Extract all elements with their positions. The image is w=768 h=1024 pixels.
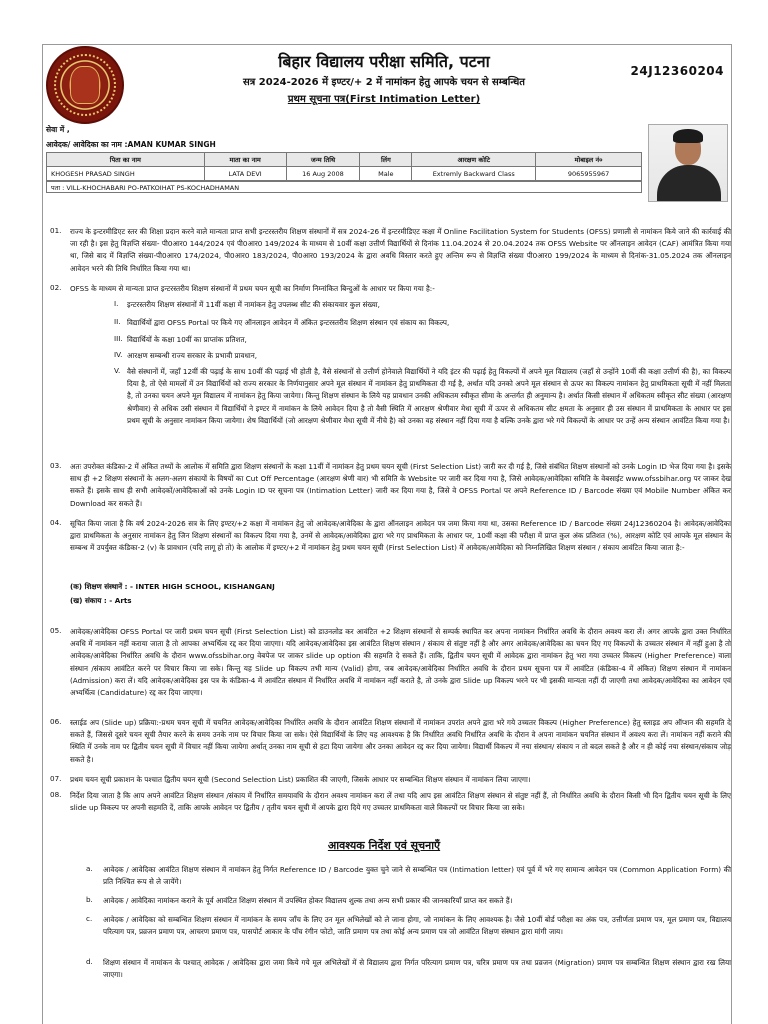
instruction-d: शिक्षण संस्थान में नामांकन के पश्चात् आवेदक / आवेदिका द्वारा जमा किये गये मूल अभिलेखों में से विद्यालय द्वारा निर्गत परित्याग प्रमाण पत्र, चरित्र प्रमाण पत्र तथा प्रव्रजन (Migration) प्रमाण पत्र सम्बन्धित शिक्षण संस्थान द्वारा रख लिया जाएगा। <box>103 958 731 980</box>
instruction-b-label: b. <box>86 895 93 904</box>
para-01: राज्य के इन्टरमीडिएट स्तर की शिक्षा प्रदान करने वाले मान्यता प्राप्त सभी इन्टरस्तरीय शिक्षण संस्थानों में सत्र 2024-26 में इन्टरमीडिएट कक्षा में Online Facilitation System for Students (OFSS) प्रणाली से नामांकन किये जाने की कार्रवाई की जा रही है। इस हेतु विज्ञप्ति संख्या- पी0आर0 144/2024 एवं पी0आर0 149/2024 के माध्यम से 10वीं कक्षा उत्तीर्ण विद्यार्थियों से दिनांक 11.04.2024 से 20.04.2024 तक OFSS Website पर ऑनलाइन आवेदन (CAF) आमंत्रित किया गया था, जिसे बाद में विज्ञप्ति संख्या-पी0आर0 174/2024, पी0आर0 183/2024, पी0आर0 193/2024 के द्वारा अवधि विस्तार करते हुए अन्तिम रूप से विज्ञप्ति संख्या पी0आर0 199/2024 के माध्यम से दिनांक-31.05.2024 तक ऑनलाइन आवेदन भरने की तिथि निर्धारित किया गया था। <box>70 227 731 273</box>
criterion-v: वैसे संस्थानों में, जहाँ 12वीं की पढ़ाई के साथ 10वीं की पढ़ाई भी होती है, वैसे संस्थानों से उत्तीर्ण होनेवाले विद्यार्थियों ने यदि इंटर की पढ़ाई हेतु विकल्पों में अपने मूल विद्यालय (जहाँ से उन्होंने 10वीं की कक्षा उत्तीर्ण की है), का विकल्प दिया है, तो ऐसे मामलों में उन विद्यार्थियों को राज्य सरकार के निर्णयानुसार अपने मूल संस्थान में नामांकन हेतु प्राथमिकता दी गई है, अर्थात यदि उनको अपने मूल संस्थान से ऊपर का विकल्प नामांकन हेतु प्राथमिकता सूची में नहीं मिलता है, तो उनका चयन अपने मूल विद्यालय में नामांकन हेतु किया जायेगा। किन्तु शिक्षण संस्थान के लिये यह प्रावधान उनकी अधिकतम स्वीकृत सीमा के अन्तर्गत ही अनुमान्य है। अर्थात किसी संस्थान में अधिकतम स्वीकृत सीट संख्या (आरक्षण श्रेणीवार) से अधिक उसी संस्थान में विद्यार्थियों ने इण्टर में नामांकन के लिये आवेदन दिया है तो वैसी स्थिति में आरक्षण श्रेणीवार मेधा सूची में ऊपर से अधिकतम सीट क्षमता के अनुसार ही उस संस्थान में प्राथमिकता के आधार पर इस प्रथम सूची के अनुसार नामांकन किया जायेगा। शेष विद्यार्थियों (जो आरक्षण श्रेणीवार मेधा सूची में नीचे है) को उनका वह संस्थान नहीं दिया गया है बल्कि उनके द्वारा भरे गये विकल्पों के आधार पर उन्हें अन्य संस्थान आवंटित किया गया है। <box>127 367 731 425</box>
instruction-d-label: d. <box>86 957 93 966</box>
instruction-b: आवेदक / आवेदिका नामांकन कराने के पूर्व आवंटित शिक्षण संस्थान में उपस्थित होकर विद्यालय शुल्क तथा अन्य सभी प्रकार की जानकारियाँ प्राप्त कर सकते हैं। <box>103 896 513 905</box>
allotted-institute-label: (क) शिक्षण संस्थानें : <box>70 582 128 591</box>
para-06: स्लाईड अप (Slide up) प्रक्रिया:-प्रथम चयन सूची में चयनित आवेदक/आवेदिका निर्धारित अवधि के दौरान आवंटित शिक्षण संस्थानों में नामांकन उपरांत अपने द्वारा भरे गये उच्चतर विकल्प (Higher Preference) हेतु स्लाइड अप ऑप्शन की सहमति दे सकते हैं, जिससे दूसरे चयन सूची तैयार करने के समय उनके नाम पर विचार किया जा सके। ऐसे विद्यार्थियों के लिए यह आवश्यक है कि निर्धारित अवधि निर्धारित अवधि के दौरान वे अपना नामांकन चयनित संस्थान में अवश्य करा लें। नामांकन नहीं कराने की स्थिति में उनके नाम पर द्वितीय चयन सूची में विचार नहीं किया जायेगा अर्थात् उनका नाम सूची से हटा दिया जायेगा और उनका आवेदन रद्द कर दिया जायेगा। विद्यार्थी विकल्प में नया संस्थान/ संकाय न तो बदल सकते है और न ही कोई नया संस्थान/संकाय जोड़ सकते है। <box>70 718 731 764</box>
letter-subtitle: सत्र 2024-2026 में इण्टर/+ 2 में नामांकन हेतु आपके चयन से सम्बन्धित <box>243 77 525 88</box>
header-father-name: पिता का नाम <box>47 153 205 167</box>
instruction-c: आवेदक / आवेदिका को सम्बन्धित शिक्षण संस्थान में नामांकन के समय जाँच के लिए उन मूल अभिलेखों को ले जाना होगा, जो नामांकन के लिए आवश्यक है। जैसे 10वीं बोर्ड परीक्षा का अंक पत्र, उत्तीर्णता प्रमाण पत्र, मूल प्रमाण पत्र, विद्यालय परित्याग पत्र, प्रव्रजन प्रमाण पत्र, आचरण प्रमाण पत्र, पासपोर्ट आकार के पाँच रंगीन फोटो, जाति प्रमाण पत्र तथा कोई अन्य प्रमाण पत्र जो आवंटित शिक्षण संस्थान द्वारा मांगी जाय। <box>103 915 731 937</box>
applicant-info-table <box>46 152 642 181</box>
allotted-faculty-line <box>70 595 731 607</box>
info-header-row <box>47 153 642 167</box>
criterion-v-label: V. <box>114 366 121 375</box>
letter-title: प्रथम सूचना पत्र(First Intimation Letter) <box>287 94 481 105</box>
mother-name: LATA DEVI <box>204 167 286 181</box>
para-08: निर्देश दिया जाता है कि आप अपने आवंटित शिक्षण संस्थान /संकाय में निर्धारित समयावधि के दौरान अवश्य नामांकन करा लें तथा यदि आप इस आवंटित शिक्षण संस्थान से संतुष्ट नहीं हैं, तो निर्धारित अवधि के दौरान किसी भी दिन द्वितीय चयन सूची के लिए slide up विकल्प पर अपनी सहमति दें, ताकि आपके आवेदन पर द्वितीय / तृतीय चयन सूची में आपके द्वारा दिये गए उच्चतर प्राथमिकता वाले विकल्पों पर विचार किया जा सके। <box>70 791 731 813</box>
mobile: 9065955967 <box>536 167 642 181</box>
gender: Male <box>360 167 412 181</box>
applicant-name: AMAN KUMAR SINGH <box>127 140 216 149</box>
para-05: आवेदक/आवेदिका OFSS Portal पर जारी प्रथम चयन सूची (First Selection List) को डाउनलोड कर आवंटित +2 शिक्षण संस्थानों से सम्पर्क स्थापित कर अपना नामांकन निर्धारित अवधि के दौरान अवश्य करा लें। अगर आपके द्वारा उक्त निर्धारित अवधि में नामांकन नहीं कराया जाता है तो आपका अभ्यर्थित्व रद्द कर दिया जाएगा। यदि आवेदक/आवेदिका इस आवंटित शिक्षण संस्थान / संकाय से संतुष्ट नहीं है और अगर आवेदक/आवेदिका का चयन दिए गए विकल्पों के उच्चतर संस्थान में नहीं हुआ है तो आवेदक/आवेदिका निर्धारित अवधि के दौरान www.ofssbihar.org वेबपेज पर जाकर slide up option की सहमति दे सकते हैं। ताकि, द्वितीय चयन सूची में आवेदक द्वारा नामांकन हेतु भरा गया उच्चतर विकल्प (Higher Preference) वाला संस्थान /संकाय आवंटित करने पर विचार किया जा सके। किन्तु यह Slide up विकल्प तभी मान्य (Valid) होगा, जब आवेदक/आवेदिका निर्धारित अवधि के दौरान प्रथम सूचना पत्र में आवंटित (कंडिका-4 में अंकित) शिक्षण संस्थान में नामांकन (Admission) करा लें। यदि आवेदक/आवेदिका इस पत्र के कंडिका-4 में आवंटित संस्थान में निर्धारित अवधि में नामांकन नहीं कराते है, तो उनके द्वारा Slide up विकल्प भरने पर भी इसकी मान्यता नहीं दी जाएगी तथा आवेदक/आवेदिका का आवेदन एवं अभ्यर्थित्व (Candidature) रद्द कर दिया जाएगा। <box>70 627 731 698</box>
instructions-title: आवश्यक निर्देश एवं सूचनाएँ <box>327 839 441 852</box>
info-value-row <box>47 167 642 181</box>
address: पता : VILL-KHOCHABARI PO-PATKOIHAT PS-KOCHADHAMAN <box>46 181 642 193</box>
para-02-number: 02. <box>50 283 62 292</box>
header-category: आरक्षण कोटि <box>412 153 536 167</box>
photo-body <box>657 165 721 202</box>
para-05-number: 05. <box>50 626 62 635</box>
para-02: OFSS के माध्यम से मान्यता प्राप्त इन्टरस्तरीय शिक्षण संस्थानों में प्रथम चयन सूची का निर्माण निम्नांकित बिन्दुओं के आधार पर किया गया है:- <box>70 284 435 293</box>
instruction-c-label: c. <box>86 914 93 923</box>
para-03-number: 03. <box>50 461 62 470</box>
salutation: सेवा में , <box>46 125 70 134</box>
para-07-number: 07. <box>50 774 62 783</box>
allotted-faculty-label: (ख) संकाय : <box>70 596 107 605</box>
header-gender: लिंग <box>360 153 412 167</box>
allotted-institute-line <box>70 581 731 593</box>
header-mobile: मोबाइल नं० <box>536 153 642 167</box>
applicant-name-line <box>46 140 216 150</box>
father-name: KHOGESH PRASAD SINGH <box>47 167 205 181</box>
para-07: प्रथम चयन सूची प्रकाशन के पश्चात द्वितीय चयन सूची (Second Selection List) प्रकाशित की जाएगी, जिसके आधार पर सम्बन्धित शिक्षण संस्थान में नामांकन लिया जाएगा। <box>70 775 531 784</box>
reference-code: 24J12360204 <box>630 64 724 78</box>
allotted-faculty: - Arts <box>109 596 132 605</box>
para-04-number: 04. <box>50 518 62 527</box>
applicant-photo <box>648 124 728 202</box>
criterion-i-label: I. <box>114 299 119 308</box>
instruction-a-label: a. <box>86 864 93 873</box>
header-mother-name: माता का नाम <box>204 153 286 167</box>
board-title: बिहार विद्यालय परीक्षा समिति, पटना <box>278 52 490 71</box>
criterion-iii: विद्यार्थियों के कक्षा 10वीं का प्राप्तांक प्रतिशत, <box>127 335 247 344</box>
allotted-institute: - INTER HIGH SCHOOL, KISHANGANJ <box>130 582 275 591</box>
criterion-iii-label: III. <box>114 334 123 343</box>
para-06-number: 06. <box>50 717 62 726</box>
para-08-number: 08. <box>50 790 62 799</box>
para-01-number: 01. <box>50 226 62 235</box>
criterion-ii-label: II. <box>114 317 121 326</box>
category: Extremly Backward Class <box>412 167 536 181</box>
criterion-iv-label: IV. <box>114 350 123 359</box>
para-04: सूचित किया जाता है कि वर्ष 2024-2026 सत्र के लिए इण्टर/+2 कक्षा में नामांकन हेतु जो आवेदक/आवेदिका के द्वारा ऑनलाइन आवेदन पत्र जमा किया गया था, उसका Reference ID / Barcode संख्या 24J12360204 है। आवेदक/आवेदिका द्वारा प्राथमिकता के अनुसार नामांकन हेतु जिन शिक्षण संस्थानों का विकल्प दिया गया है, उनमें से आवेदक/आवेदिका द्वारा भरे गए प्राथमिकता के आधार पर, 10वीं कक्षा की परीक्षा में प्राप्त कुल अंक प्रतिशत (%), आरक्षण कोटि एवं आपके मूल संस्थान के सम्बन्ध में उपर्युक्त कंडिका-2 (v) के प्रावधान (यदि लागू हो तो) के आलोक में इण्टर/+2 में नामांकन हेतु प्रथम चयन सूची (First Selection List) में आवेदक/आवेदिका को निम्नलिखित शिक्षण संस्थान / संकाय आवंटित किया जाता है:- <box>70 519 732 553</box>
photo-hair <box>673 129 703 143</box>
dob: 16 Aug 2008 <box>286 167 360 181</box>
criterion-ii: विद्यार्थियों द्वारा OFSS Portal पर किये गए ऑनलाइन आवेदन में अंकित इन्टरस्तरीय शिक्षण संस्थान एवं संकाय का विकल्प, <box>127 318 450 327</box>
instruction-a: आवेदक / आवेदिका आवंटित शिक्षण संस्थान में नामांकन हेतु निर्गत Reference ID / Barcode युक्त चुने जाने से सम्बन्धित पत्र (Intimation letter) एवं पूर्व में भरे गए सामान्य आवेदन पत्र (Common Application Form) की प्रति निश्चित रूप से ले जायेंगे। <box>103 865 731 887</box>
criterion-i: इन्टरस्तरीय शिक्षण संस्थानों में 11वीं कक्षा में नामांकन हेतु उपलब्ध सीट की संकायवार कुल संख्या, <box>127 300 380 309</box>
criterion-iv: आरक्षण सम्बन्धी राज्य सरकार के प्रभावी प्रावधान, <box>127 351 258 360</box>
header-dob: जन्म तिथि <box>286 153 360 167</box>
para-03: अतः उपरोक्त कंडिका-2 में अंकित तथ्यों के आलोक में समिति द्वारा शिक्षण संस्थानों के कक्षा 11वीं में नामांकन हेतु प्रथम चयन सूची (First Selection List) जारी कर दी गई है, जिसे संबंधित शिक्षण संस्थानों को उनके Login ID भेज दिया गया है। इसके साथ ही +2 शिक्षण संस्थानों के अलग-अलग संकायों के विषयों का Cut Off Percentage (आरक्षण श्रेणी वार) भी समिति के Website पर जारी कर दिया गया है, जिसे आवेदक/आवेदिका समिति के वेबसाईट www.ofssbihar.org पर जाकर देख सकते हैं। इसके साथ ही सभी आवेदकों/आवेदिकाओं को उनके Login ID पर सूचना पत्र (Intimation Letter) जारी कर दिया गया है, जिसे वे OFSS Portal पर अपने Reference ID / Barcode संख्या एवं Mobile Number अंकित कर Download कर सकते हैं। <box>70 462 731 508</box>
applicant-name-label: आवेदक/ आवेदिका का नाम : <box>46 140 128 149</box>
